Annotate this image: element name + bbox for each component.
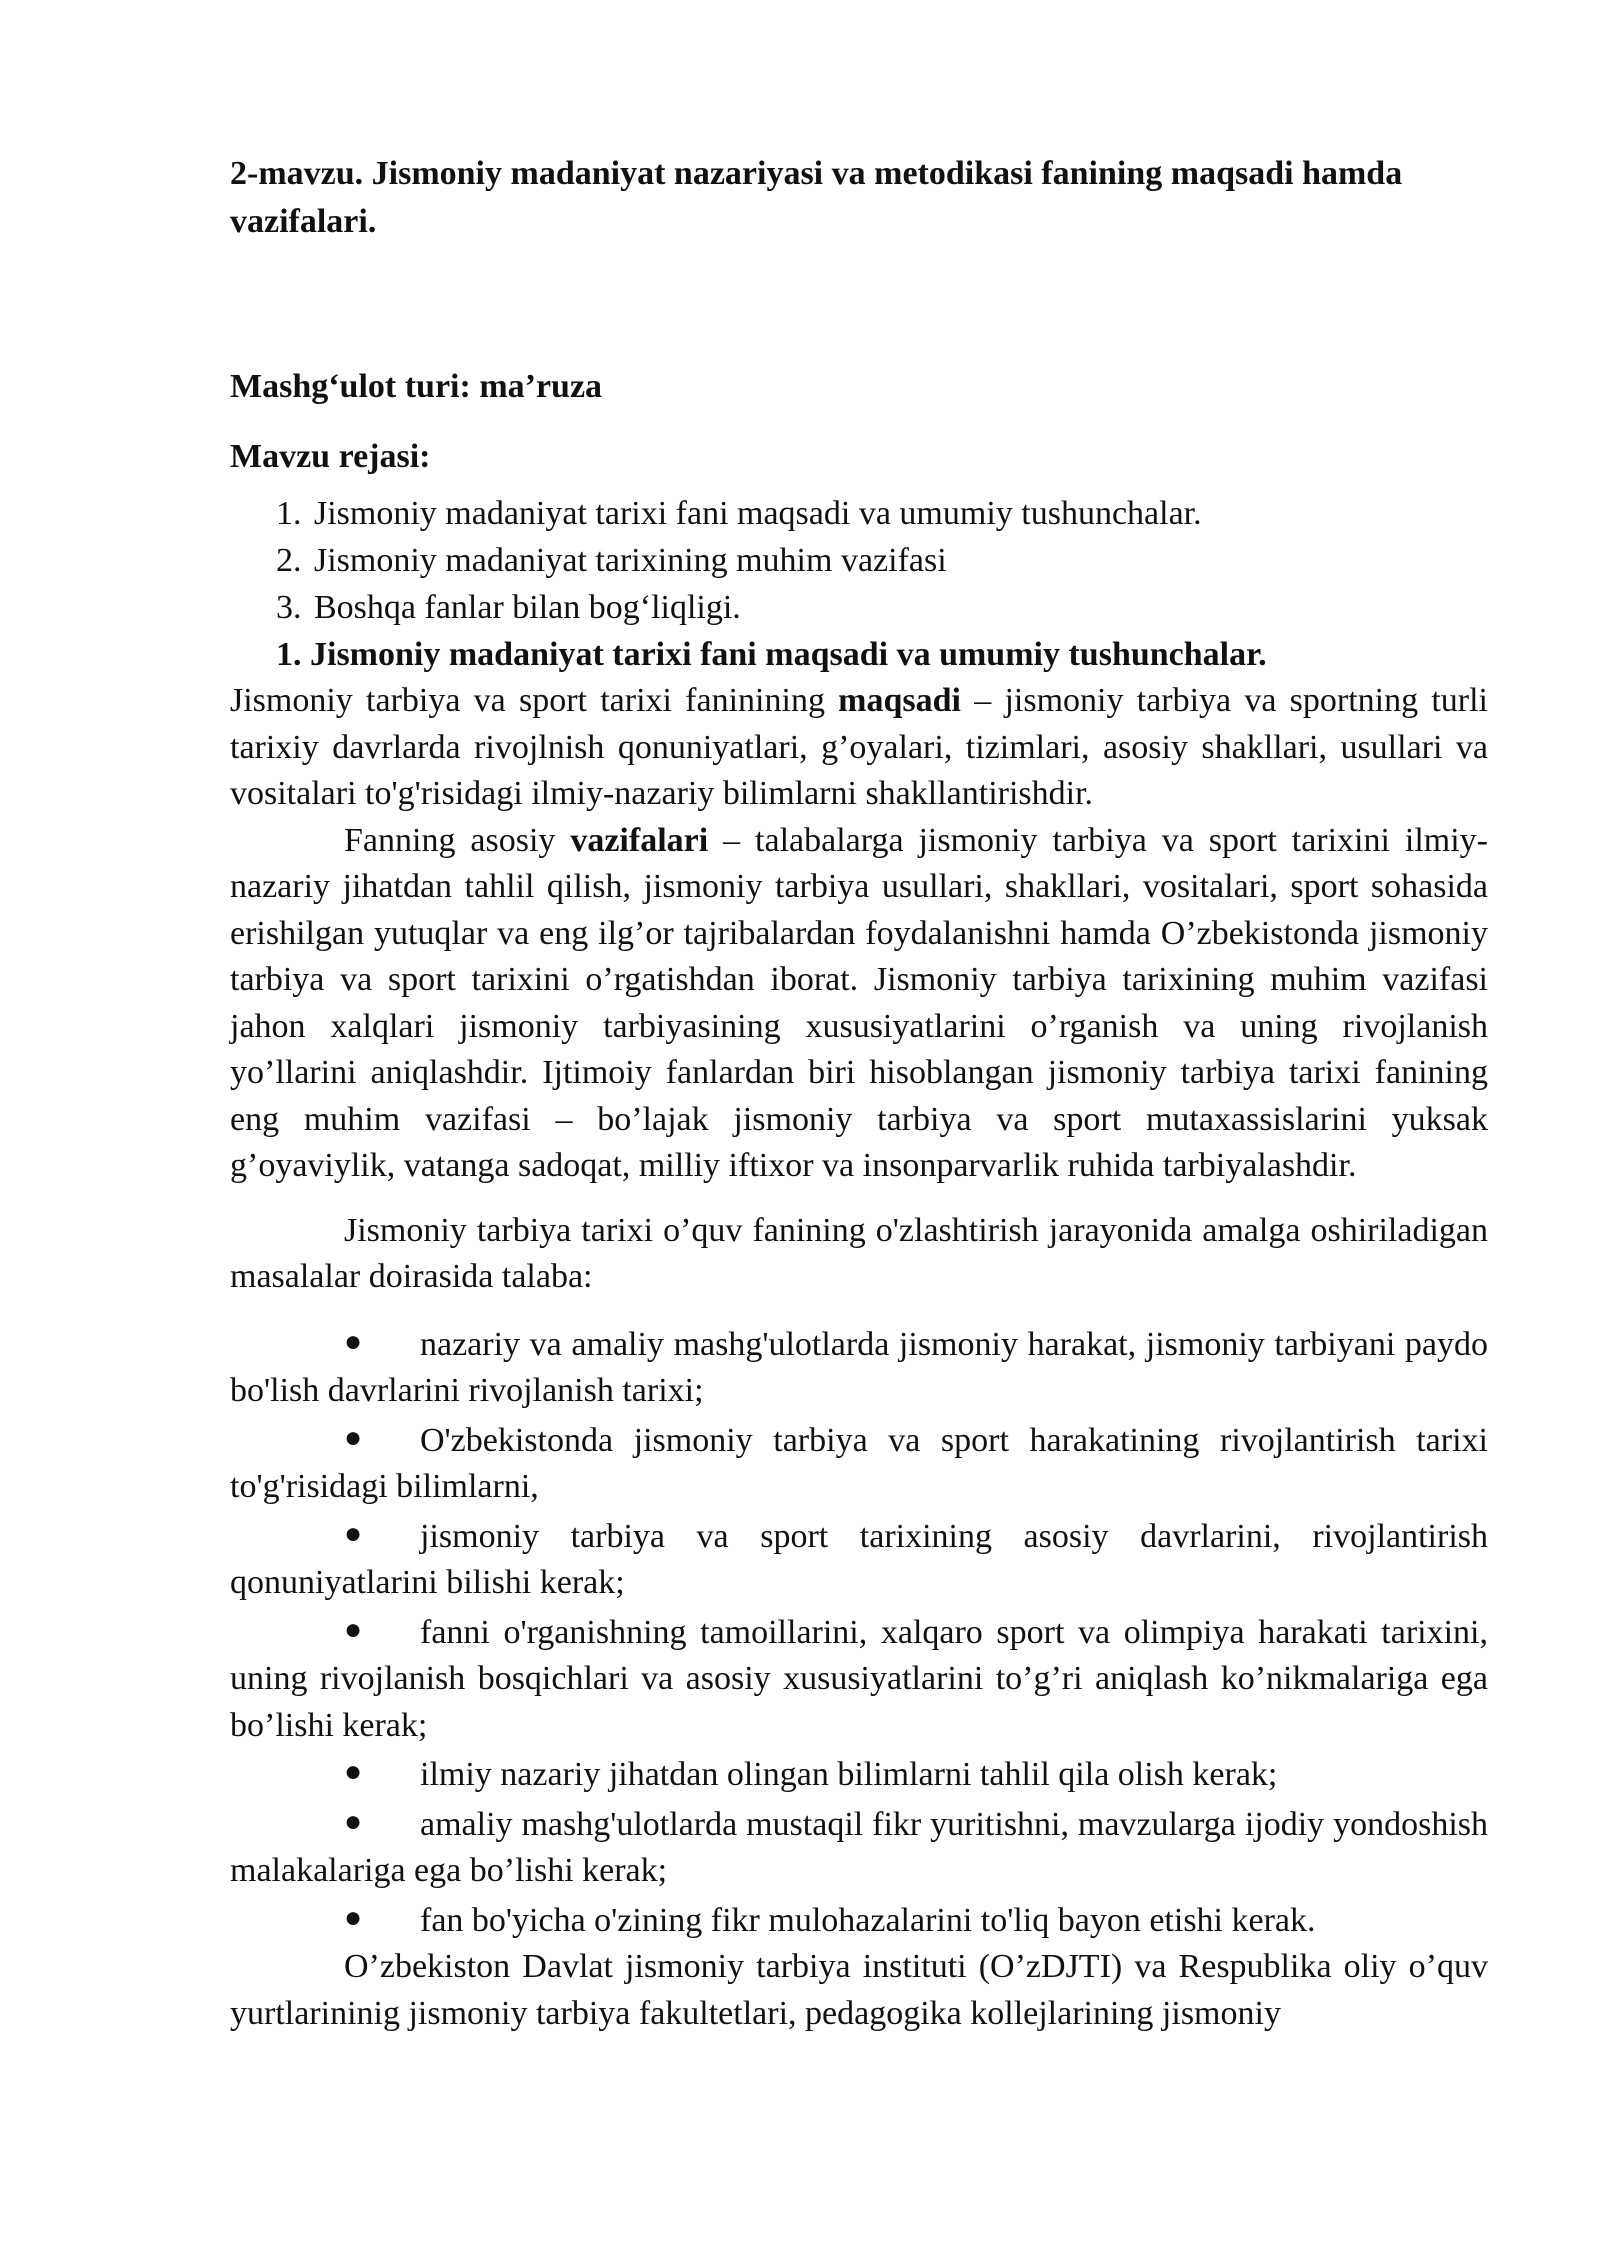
plan-label: Mavzu rejasi: xyxy=(230,438,431,475)
lesson-type: Mashg‘ulot turi: ma’ruza xyxy=(230,368,603,405)
list-item xyxy=(230,1319,1488,1415)
student-skills-list xyxy=(230,1319,1488,1945)
paragraph-gap xyxy=(230,1190,1488,1208)
list-item-text: nazariy va amaliy mashg'ulotlarda jismoniy harakat, jismoniy tarbiyani paydo bo'lish davrlarini rivojlanish tarixi; xyxy=(230,1325,1488,1409)
bullet-icon: ● xyxy=(344,1324,363,1358)
document-page xyxy=(230,150,1488,2037)
paragraph-tasks xyxy=(230,818,1488,1190)
bold-term-maqsadi: maqsadi xyxy=(838,682,961,719)
paragraph-text: – talabalarga jismoniy tarbiya va sport tarixini ilmiy-nazariy jihatdan tahlil qilish, jismoniy tarbiya usullari, shakllari, vositalari, sport sohasida erishilgan yutuqlar va eng ilg’or tajribalardan foydalanishni hamda O’zbekistonda jismoniy tarbiya va sport tarixini o’rgatishdan iborat. Jismoniy tarbiya tarixining muhim vazifasi jahon xalqlari jismoniy tarbiyasining xususiyatlarini o’rganish va uning rivojlanish yo’llarini aniqlashdir. Ijtimoiy fanlardan biri hisoblangan jismoniy tarbiya tarixi fanining eng muhim vazifasi – bo’lajak jismoniy tarbiya va sport mutaxassislarini yuksak g’oyaviylik, vatanga sadoqat, milliy iftixor va insonparvarlik ruhida tarbiyalashdir. xyxy=(230,821,1488,1184)
plan-item xyxy=(230,490,1488,537)
bullet-icon: ● xyxy=(344,1516,363,1550)
plan-item-text: Jismoniy madaniyat tarixi fani maqsadi va umumiy tushunchalar. xyxy=(314,495,1202,532)
paragraph-text: Jismoniy tarbiya va sport tarixi faninining xyxy=(230,682,839,719)
paragraph-purpose xyxy=(230,678,1488,818)
plan-item-number: 2. xyxy=(276,542,302,579)
plan-item xyxy=(230,537,1488,584)
list-item xyxy=(230,1749,1488,1799)
bold-term-vazifalari: vazifalari xyxy=(570,821,709,859)
plan-item-text: Jismoniy madaniyat tarixining muhim vazifasi xyxy=(314,542,947,579)
paragraph-gap xyxy=(230,1301,1488,1319)
document-title: 2-mavzu. Jismoniy madaniyat nazariyasi va metodikasi fanining maqsadi hamda vazifalari. xyxy=(230,155,1403,240)
plan-item-number: 1. xyxy=(276,495,302,532)
plan-item-number: 3. xyxy=(276,589,302,626)
bullet-icon: ● xyxy=(344,1420,363,1454)
bullet-icon: ● xyxy=(344,1804,363,1838)
list-item-text: ilmiy nazariy jihatdan olingan bilimlarni tahlil qila olish kerak; xyxy=(420,1756,1278,1793)
bullet-icon: ● xyxy=(344,1900,363,1934)
plan-item xyxy=(230,584,1488,631)
list-item xyxy=(230,1607,1488,1750)
paragraph-text: – jismoniy tarbiya va sportning turli tarixiy davrlarda rivojlnish qonuniyatlari, g’oyalari, tizimlari, asosiy shakllari, usullari va vositalari to'g'risidagi ilmiy-nazariy bilimlarni shakllantirishdir. xyxy=(230,682,1488,812)
paragraph-institutes: O’zbekiston Davlat jismoniy tarbiya instituti (O’zDJTI) va Respublika oliy o’quv yurtlarininig jismoniy tarbiya fakultetlari, pedagogika kollejlarining jismoniy xyxy=(230,1948,1488,2032)
list-item-text: O'zbekistonda jismoniy tarbiya va sport harakatining rivojlantirish tarixi to'g'risidagi bilimlarni, xyxy=(230,1421,1488,1505)
list-item xyxy=(230,1511,1488,1607)
list-item xyxy=(230,1799,1488,1895)
plan-item-text: Boshqa fanlar bilan bog‘liqligi. xyxy=(314,589,741,626)
paragraph-student-intro: Jismoniy tarbiya tarixi o’quv fanining o'zlashtirish jarayonida amalga oshiriladigan masalalar doirasida talaba: xyxy=(230,1211,1488,1295)
title-spacer xyxy=(230,246,1488,364)
paragraph-text: Fanning asosiy xyxy=(344,821,571,859)
bullet-icon: ● xyxy=(344,1755,363,1788)
list-item-text: jismoniy tarbiya va sport tarixining asosiy davrlarini, rivojlantirish qonuniyatlarini bilishi kerak; xyxy=(230,1517,1488,1601)
list-item-text: fan bo'yicha o'zining fikr mulohazalarini to'liq bayon etishi kerak. xyxy=(420,1901,1316,1939)
list-item xyxy=(230,1895,1488,1945)
list-item-text: fanni o'rganishning tamoillarini, xalqaro sport va olimpiya harakati tarixini, uning rivojlanish bosqichlari va asosiy xususiyatlarini to’g’ri aniqlash ko’nikmalariga ega bo’lishi kerak; xyxy=(230,1613,1488,1744)
list-item-text: amaliy mashg'ulotlarda mustaqil fikr yuritishni, mavzularga ijodiy yondoshish malakalariga ega bo’lishi kerak; xyxy=(230,1805,1488,1889)
bullet-icon: ● xyxy=(344,1612,363,1646)
section-1-heading: 1. Jismoniy madaniyat tarixi fani maqsadi va umumiy tushunchalar. xyxy=(276,636,1267,673)
plan-list xyxy=(230,490,1488,631)
list-item xyxy=(230,1415,1488,1511)
